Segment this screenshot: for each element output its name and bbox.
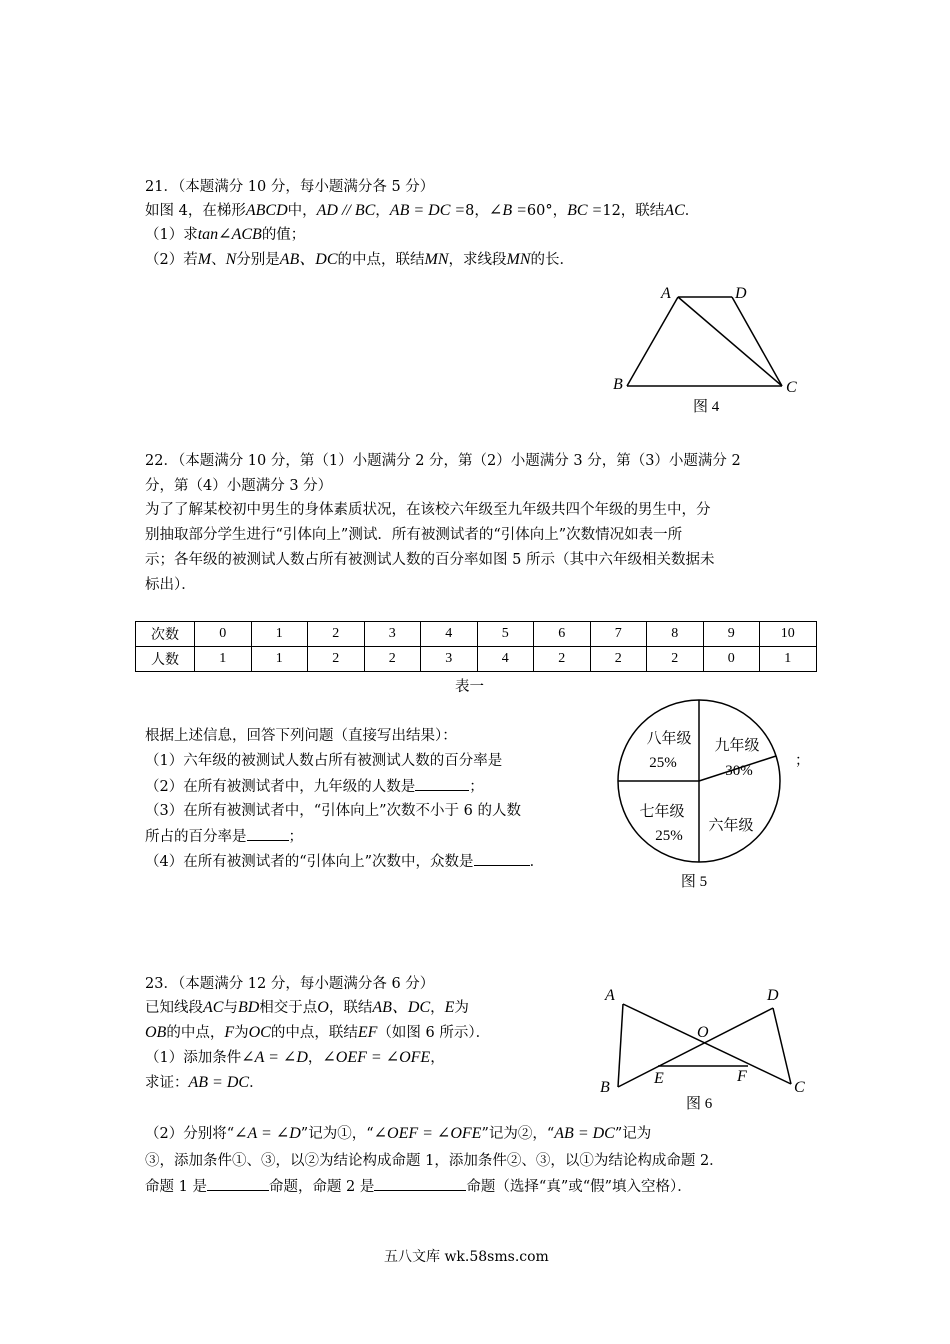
table-cell: 7: [590, 622, 647, 647]
table-cell: 4: [421, 622, 478, 647]
q22-question-1: （1）六年级的被测试人数占所有被测试人数的百分率是: [145, 753, 503, 769]
pie-label-grade9: 九年级: [714, 738, 760, 754]
table-cell: 9: [703, 622, 760, 647]
q21-text: ，: [375, 203, 390, 219]
q23-math: EF: [357, 1024, 378, 1041]
q21-text: ，求线段: [448, 252, 507, 268]
q23-math: OB: [145, 1024, 167, 1041]
q21-text: 8，: [465, 203, 489, 219]
fig6-label-c: C: [794, 1079, 805, 1096]
q22-header-2: 分，第（4）小题满分 3 分）: [145, 478, 333, 494]
q23-text: ，: [430, 1050, 445, 1066]
q22-text: 所占的百分率是: [145, 829, 247, 845]
q21-math: AD // BC: [316, 202, 376, 219]
q23-text: 命题，命题 2 是: [268, 1179, 375, 1195]
pie-caption: 图 5: [680, 874, 708, 890]
table-cell: 4: [477, 647, 534, 672]
q23-text: 的中点，: [166, 1025, 225, 1041]
table-cell: 1: [760, 647, 817, 672]
q23-math: AB = DC: [188, 1074, 250, 1091]
q21-text: （1）求: [145, 227, 198, 243]
q21-text: 分别是: [236, 252, 280, 268]
fig6-label-e: E: [654, 1070, 664, 1087]
table-cell: 0: [195, 622, 252, 647]
q22-text: ；: [288, 829, 303, 845]
fig6-edge-ab: [618, 1004, 623, 1087]
pie-label-grade6: 六年级: [708, 818, 754, 834]
fig6-label-a: A: [605, 987, 615, 1004]
q22-para-2: 别抽取部分学生进行“引体向上”测试．所有被测试者的“引体向上”次数情况如表一所: [145, 527, 683, 543]
fig6-caption: 图 6: [686, 1096, 713, 1112]
q21-math: N: [225, 251, 237, 268]
table-header-cell: 次数: [136, 622, 195, 647]
table-cell: 2: [308, 622, 365, 647]
table-cell: 1: [251, 647, 308, 672]
q21-math: ABCD: [245, 202, 288, 219]
table-cell: 8: [647, 622, 704, 647]
fig4-caption: 图 4: [693, 399, 720, 415]
pie-pct-grade8: 25%: [649, 755, 677, 771]
q22-para-1: 为了了解某校初中男生的身体素质状况，在该校六年级至九年级共四个年级的男生中，分: [145, 502, 711, 518]
q23-math: O: [317, 999, 329, 1016]
q23-math: AB = DC: [554, 1125, 615, 1142]
q23-text: ，: [307, 1050, 323, 1066]
q23-text: 命题（选择“真”或“假”填入空格）．: [466, 1179, 692, 1195]
q23-header: 23．（本题满分 12 分，每小题满分各 6 分）: [145, 976, 435, 992]
q21-math: M: [197, 251, 212, 268]
table-cell: 1: [251, 622, 308, 647]
q21-math: tan∠ACB: [197, 226, 262, 243]
table-cell: 0: [703, 647, 760, 672]
q21-text: 的中点，联结: [337, 252, 425, 268]
table-cell: 6: [534, 622, 591, 647]
fig4-label-c: C: [786, 379, 797, 396]
q21-math: MN: [424, 251, 449, 268]
q22-text: ．: [529, 854, 545, 870]
table-cell: 2: [647, 647, 704, 672]
q22-text: （2）在所有被测试者中，九年级的人数是: [145, 779, 416, 795]
q21-text: 60°，: [526, 203, 568, 219]
q23-text: ”记为①，“: [300, 1126, 374, 1142]
table-cell: 3: [364, 622, 421, 647]
q23-text: （2）分别将“: [145, 1126, 235, 1142]
q23-part2-line3: [145, 1176, 692, 1197]
q21-math: AC: [664, 202, 685, 219]
pie-pct-grade7: 25%: [655, 828, 683, 844]
table-cell: 2: [308, 647, 365, 672]
table-cell: 2: [364, 647, 421, 672]
pie-label-grade7: 七年级: [639, 804, 685, 820]
q21-text: 、: [211, 252, 226, 268]
q23-text: ”记为②，“: [481, 1126, 555, 1142]
fig6-edge-dc: [773, 1008, 791, 1084]
q23-text: 求证：: [145, 1075, 189, 1091]
q23-text: 命题 1 是: [145, 1179, 207, 1195]
table-cell: 2: [534, 647, 591, 672]
fig6-label-d: D: [767, 987, 779, 1004]
q21-text: 如图 4，在梯形: [145, 203, 246, 219]
fig6-label-o: O: [697, 1024, 709, 1041]
q22-para-3: 示；各年级的被测试人数占所有被测试人数的百分率如图 5 所示（其中六年级相关数据未: [145, 552, 715, 568]
q21-math: MN: [506, 251, 531, 268]
q21-text: 的长．: [530, 252, 575, 268]
q23-text: 为: [234, 1025, 249, 1041]
table-cell: 5: [477, 622, 534, 647]
q21-text: 12，联结: [602, 203, 665, 219]
q22-intro: 根据上述信息，回答下列问题（直接写出结果）：: [145, 728, 457, 744]
table-cell: 10: [760, 622, 817, 647]
q22-para-4: 标出）．: [145, 577, 196, 593]
q21-header: 21．（本题满分 10 分，每小题满分各 5 分）: [145, 179, 435, 195]
q21-math: AB = DC =: [389, 202, 466, 219]
table-caption: 表一: [455, 679, 484, 695]
q23-math: BD: [237, 999, 260, 1016]
table-cell: 2: [590, 647, 647, 672]
fig6-label-f: F: [737, 1068, 747, 1085]
q22-question-3a: （3）在所有被测试者中，“引体向上”次数不小于 6 的人数: [145, 803, 521, 819]
q23-math: E: [444, 999, 455, 1016]
fig6-line-bd: [618, 1008, 773, 1087]
q23-math: ∠OEF = ∠OFE: [373, 1125, 482, 1142]
q22-text: （4）在所有被测试者的“引体向上”次数中，众数是: [145, 854, 474, 870]
q23-text: ，: [430, 1000, 445, 1016]
q21-text: ．: [684, 203, 700, 219]
footer-watermark: 五八文库 wk.58sms.com: [384, 1249, 549, 1265]
q23-answer-blank-1[interactable]: [207, 1176, 269, 1191]
q23-text: 相交于点: [259, 1000, 318, 1016]
q23-text: 为: [454, 1000, 469, 1016]
q23-math: ∠A = ∠D: [241, 1049, 308, 1066]
q23-answer-blank-2[interactable]: [374, 1176, 466, 1191]
q23-text: ．: [249, 1075, 264, 1091]
pie-label-grade8: 八年级: [646, 731, 692, 747]
fig4-label-d: D: [735, 285, 747, 302]
q21-text: （2）若: [145, 252, 198, 268]
q23-math: ∠OEF = ∠OFE: [322, 1049, 431, 1066]
q21-math: ∠B =: [488, 202, 527, 219]
table-header-cell: 人数: [136, 647, 195, 672]
q23-text: ，联结: [328, 1000, 373, 1016]
q23-math: AB、DC: [372, 999, 431, 1016]
q23-text: （1）添加条件: [145, 1050, 242, 1066]
fig6-label-b: B: [600, 1079, 610, 1096]
q23-part2-line2: ③，添加条件①、③，以②为结论构成命题 1，添加条件②、③，以①为结论构成命题 2．: [145, 1153, 724, 1169]
table-cell: 3: [421, 647, 478, 672]
q21-text: 的值；: [261, 227, 306, 243]
q23-math: OC: [248, 1024, 271, 1041]
fig4-label-b: B: [613, 376, 623, 393]
fig4-label-a: A: [661, 285, 671, 302]
q21-text: 中，: [287, 203, 317, 219]
q23-math: ∠A = ∠D: [234, 1125, 301, 1142]
q22-text: ；: [469, 779, 484, 795]
q21-math: AB、DC: [279, 251, 338, 268]
q23-text: 与: [223, 1000, 238, 1016]
q23-math: AC: [203, 999, 224, 1016]
q23-math: F: [224, 1024, 235, 1041]
q23-text: ”记为: [614, 1126, 652, 1142]
table-cell: 1: [195, 647, 252, 672]
q23-text: 已知线段: [145, 1000, 203, 1016]
q22-header-1: 22．（本题满分 10 分，第（1）小题满分 2 分，第（2）小题满分 3 分，第（3）小题满分 2: [145, 453, 741, 469]
q23-text: 的中点，联结: [270, 1025, 358, 1041]
q23-part2-line1: [145, 1124, 651, 1144]
q23-text: （如图 6 所示）．: [377, 1025, 491, 1041]
q21-math: BC =: [567, 202, 603, 219]
pie-pct-grade9: 30%: [725, 763, 753, 779]
q22-question-1-end: ；: [795, 753, 810, 769]
